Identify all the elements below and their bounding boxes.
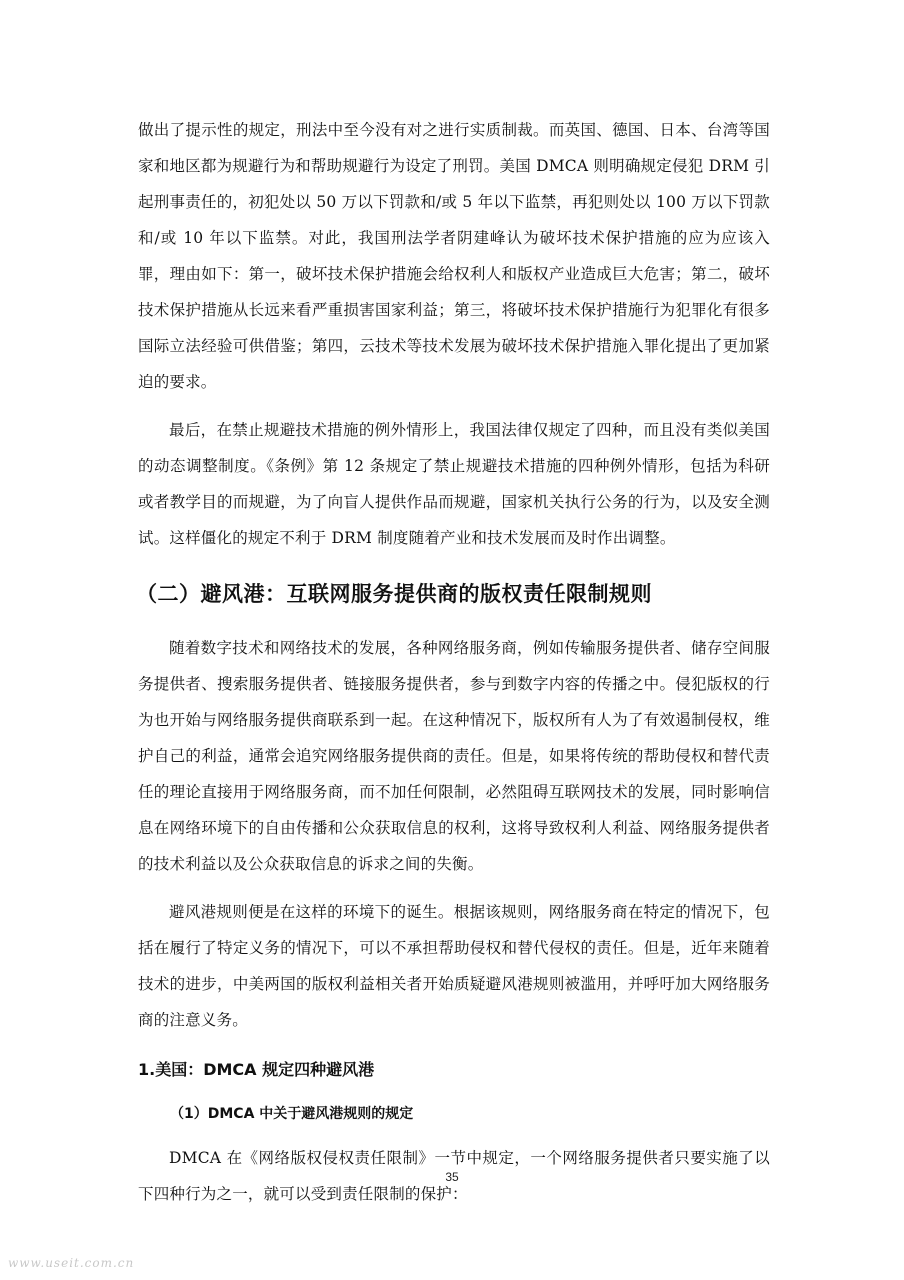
paragraph-dmca-limitation: DMCA 在《网络版权侵权责任限制》一节中规定，一个网络服务提供者只要实施了以下四种行为之一，就可以受到责任限制的保护： (138, 1149, 770, 1203)
subsubheading-dmca-provisions: （1）DMCA 中关于避风港规则的规定 (170, 1106, 414, 1122)
paragraph-safe-harbor-rule: 避风港规则便是在这样的环境下的诞生。根据该规则，网络服务商在特定的情况下，包括在履行了特定义务的情况下，可以不承担帮助侵权和替代侵权的责任。但是，近年来随着技术的进步，中美两国的版权利益相关者开始质疑避风港规则被滥用，并呼吁加大网络服务商的注意义务。 (138, 903, 770, 1029)
paragraph-network-services: 随着数字技术和网络技术的发展，各种网络服务商，例如传输服务提供者、储存空间服务提供者、搜索服务提供者、链接服务提供者，参与到数字内容的传播之中。侵犯版权的行为也开始与网络服务提供商联系到一起。在这种情况下，版权所有人为了有效遏制侵权，维护自己的利益，通常会追究网络服务提供商的责任。但是，如果将传统的帮助侵权和替代责任的理论直接用于网络服务商，而不加任何限制，必然阻碍互联网技术的发展，同时影响信息在网络环境下的自由传播和公众获取信息的权利，这将导致权利人利益、网络服务提供者的技术利益以及公众获取信息的诉求之间的失衡。 (138, 639, 770, 873)
section-heading-safe-harbor: （二）避风港：互联网服务提供商的版权责任限制规则 (136, 582, 652, 606)
page-body (138, 112, 770, 1224)
paragraph-criminal-penalties: 做出了提示性的规定，刑法中至今没有对之进行实质制裁。而英国、德国、日本、台湾等国家和地区都为规避行为和帮助规避行为设定了刑罚。美国 DMCA 则明确规定侵犯 DRM 引起刑事责任的，初犯处以 50 万以下罚款和/或 5 年以下监禁，再犯则处以 100 万以下罚款和/或 10 年以下监禁。对此，我国刑法学者阴建峰认为破坏技术保护措施的应为应该入罪，理由如下：第一，破坏技术保护措施会给权利人和版权产业造成巨大危害；第二，破坏技术保护措施从长远来看严重损害国家利益；第三，将破坏技术保护措施行为犯罪化有很多国际立法经验可供借鉴；第四，云技术等技术发展为破坏技术保护措施入罪化提出了更加紧迫的要求。 (138, 121, 770, 391)
page-number: 35 (445, 1170, 459, 1184)
paragraph-exceptions: 最后，在禁止规避技术措施的例外情形上，我国法律仅规定了四种，而且没有类似美国的动态调整制度。《条例》第 12 条规定了禁止规避技术措施的四种例外情形，包括为科研或者教学目的而规避，为了向盲人提供作品而规避，国家机关执行公务的行为，以及安全测试。这样僵化的规定不利于 DRM 制度随着产业和技术发展而及时作出调整。 (138, 421, 770, 547)
watermark-text: www.useit.com.cn (8, 1256, 135, 1270)
subheading-us-dmca: 1.美国：DMCA 规定四种避风港 (138, 1060, 375, 1079)
